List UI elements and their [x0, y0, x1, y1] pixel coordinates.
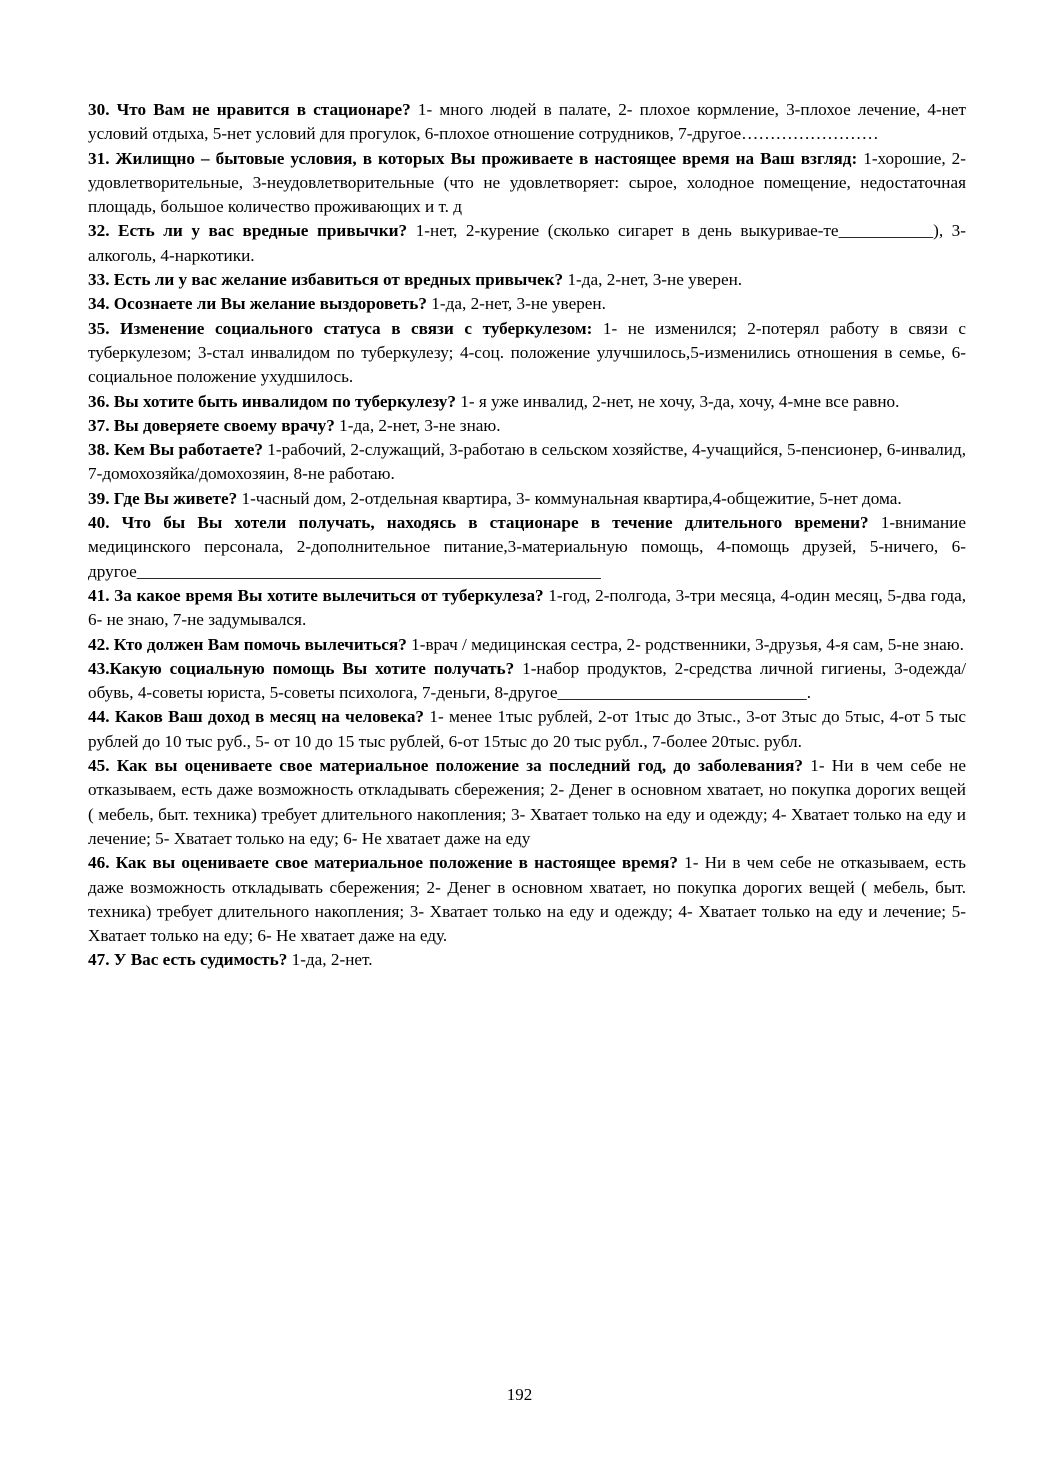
answer-options: 1-рабочий, 2-служащий, 3-работаю в сельском хозяйстве, 4-учащийся, 5-пенсионер, 6-инвалид, 7-домохозяйка/домохозяин, 8-не работаю.	[88, 440, 966, 484]
answer-options: 1- Ни в чем себе не отказываем, есть даже возможность откладывать сбережения; 2- Денег в основном хватает, но покупка дорогих вещей ( мебель, быт. техника) требует длительного накопления; 3- Хватает только на еду и одежду; 4- Хватает только на еду и лечение; 5- Хватает только на еду; 6- Не хватает даже на еду	[88, 756, 966, 848]
question-text: 32. Есть ли у вас вредные привычки?	[88, 221, 408, 241]
question-41	[88, 584, 966, 633]
answer-options: 1- не изменился; 2-потерял работу в связи с туберкулезом; 3-стал инвалидом по туберкулезу; 4-соц. положение улучшилось,5-изменились отношения в семье, 6-социальное положение ухудшилось.	[88, 318, 967, 387]
question-36	[88, 390, 966, 414]
question-42	[88, 633, 966, 657]
answer-options: 1-часный дом, 2-отдельная квартира, 3- коммунальная квартира,4-общежитие, 5-нет дома.	[237, 488, 902, 508]
answer-options: 1-год, 2-полгода, 3-три месяца, 4-один месяц, 5-два года, 6- не знаю, 7-не задумывался.	[88, 585, 967, 630]
question-text: 39. Где Вы живете?	[88, 488, 238, 508]
question-39	[88, 487, 966, 511]
question-text: 33. Есть ли у вас желание избавиться от вредных привычек?	[88, 270, 564, 290]
question-35	[88, 317, 966, 390]
question-30	[88, 98, 966, 147]
question-text: 46. Как вы оцениваете свое материальное положение в настоящее время?	[88, 853, 678, 873]
question-46	[88, 851, 966, 948]
question-text: 37. Вы доверяете своему врачу?	[88, 415, 335, 435]
question-text: 34. Осознаете ли Вы желание выздороветь?	[88, 294, 427, 314]
page-number: 192	[506, 1385, 533, 1404]
question-34	[88, 292, 966, 316]
question-text: 45. Как вы оцениваете свое материальное положение за последний год, до заболевания?	[88, 756, 804, 776]
answer-options: 1-да, 2-нет, 3-не уверен.	[563, 270, 743, 290]
question-45	[88, 754, 966, 851]
answer-options: 1- много людей в палате, 2- плохое кормление, 3-плохое лечение, 4-нет условий отдыха, 5-нет условий для прогулок, 6-плохое отношение сотрудников, 7-другое……………………	[88, 100, 967, 144]
answer-options: 1-да, 2-нет, 3-не знаю.	[334, 415, 501, 435]
question-37	[88, 414, 966, 438]
question-text: 41. За какое время Вы хотите вылечиться от туберкулеза?	[88, 585, 544, 605]
question-text: 43.Какую социальную помощь Вы хотите получать?	[88, 658, 515, 678]
question-40	[88, 511, 966, 584]
question-text: 40. Что бы Вы хотели получать, находясь в стационаре в течение длительного времени?	[88, 513, 869, 533]
question-31	[88, 147, 966, 220]
answer-options: 1- Ни в чем себе не отказываем, есть даже возможность откладывать сбережения; 2- Денег в основном хватает, но покупка дорогих вещей ( мебель, быт. техника) требует длительного накопления; 3- Хватает только на еду и одежду; 4- Хватает только на еду и лечение; 5- Хватает только на еду; 6- Не хватает даже на еду.	[88, 853, 967, 946]
document-body	[88, 98, 966, 973]
answer-options: 1-набор продуктов, 2-средства личной гигиены, 3-одежда/обувь, 4-советы юриста, 5-советы психолога, 7-деньги, 8-другое_____________________________.	[88, 658, 967, 703]
answer-options: 1-внимание медицинского персонала, 2-дополнительное питание,3-материальную помощь, 4-помощь друзей, 5-ничего, 6-другое______________________________________________________	[88, 513, 966, 581]
question-text: 31. Жилищно – бытовые условия, в которых Вы проживаете в настоящее время на Ваш взгляд:	[88, 148, 858, 168]
answer-options: 1-да, 2-нет.	[287, 950, 373, 970]
question-38	[88, 438, 966, 487]
answer-options: 1-врач / медицинская сестра, 2- родственники, 3-друзья, 4-я сам, 5-не знаю.	[406, 634, 964, 654]
question-text: 38. Кем Вы работаете?	[88, 440, 263, 460]
question-33	[88, 268, 966, 292]
question-text: 35. Изменение социального статуса в связи с туберкулезом:	[88, 318, 593, 338]
answer-options: 1-да, 2-нет, 3-не уверен.	[426, 294, 606, 314]
question-44	[88, 705, 966, 754]
question-32	[88, 219, 966, 268]
question-47	[88, 948, 966, 972]
answer-options: 1-нет, 2-курение (сколько сигарет в день выкуривае-те___________), 3-алкоголь, 4-наркотики.	[88, 221, 966, 265]
question-text: 42. Кто должен Вам помочь вылечиться?	[88, 634, 407, 654]
question-text: 36. Вы хотите быть инвалидом по туберкулезу?	[88, 391, 456, 411]
answer-options: 1-хорошие, 2-удовлетворительные, 3-неудовлетворительные (что не удовлетворяет: сырое, холодное помещение, недостаточная площадь, большое количество проживающих и т. д	[88, 148, 966, 217]
answer-options: 1- я уже инвалид, 2-нет, не хочу, 3-да, хочу, 4-мне все равно.	[455, 391, 900, 411]
question-text: 30. Что Вам не нравится в стационаре?	[88, 100, 411, 119]
answer-options: 1- менее 1тыс рублей, 2-от 1тыс до 3тыс., 3-от 3тыс до 5тыс, 4-от 5 тыс рублей до 10 тыс руб., 5- от 10 до 15 тыс рублей, 6-от 15тыс до 20 тыс рубл., 7-более 20тыс. рубл.	[88, 707, 967, 751]
question-text: 47. У Вас есть судимость?	[88, 950, 288, 970]
question-43	[88, 657, 966, 706]
question-text: 44. Каков Ваш доход в месяц на человека?	[88, 707, 425, 727]
